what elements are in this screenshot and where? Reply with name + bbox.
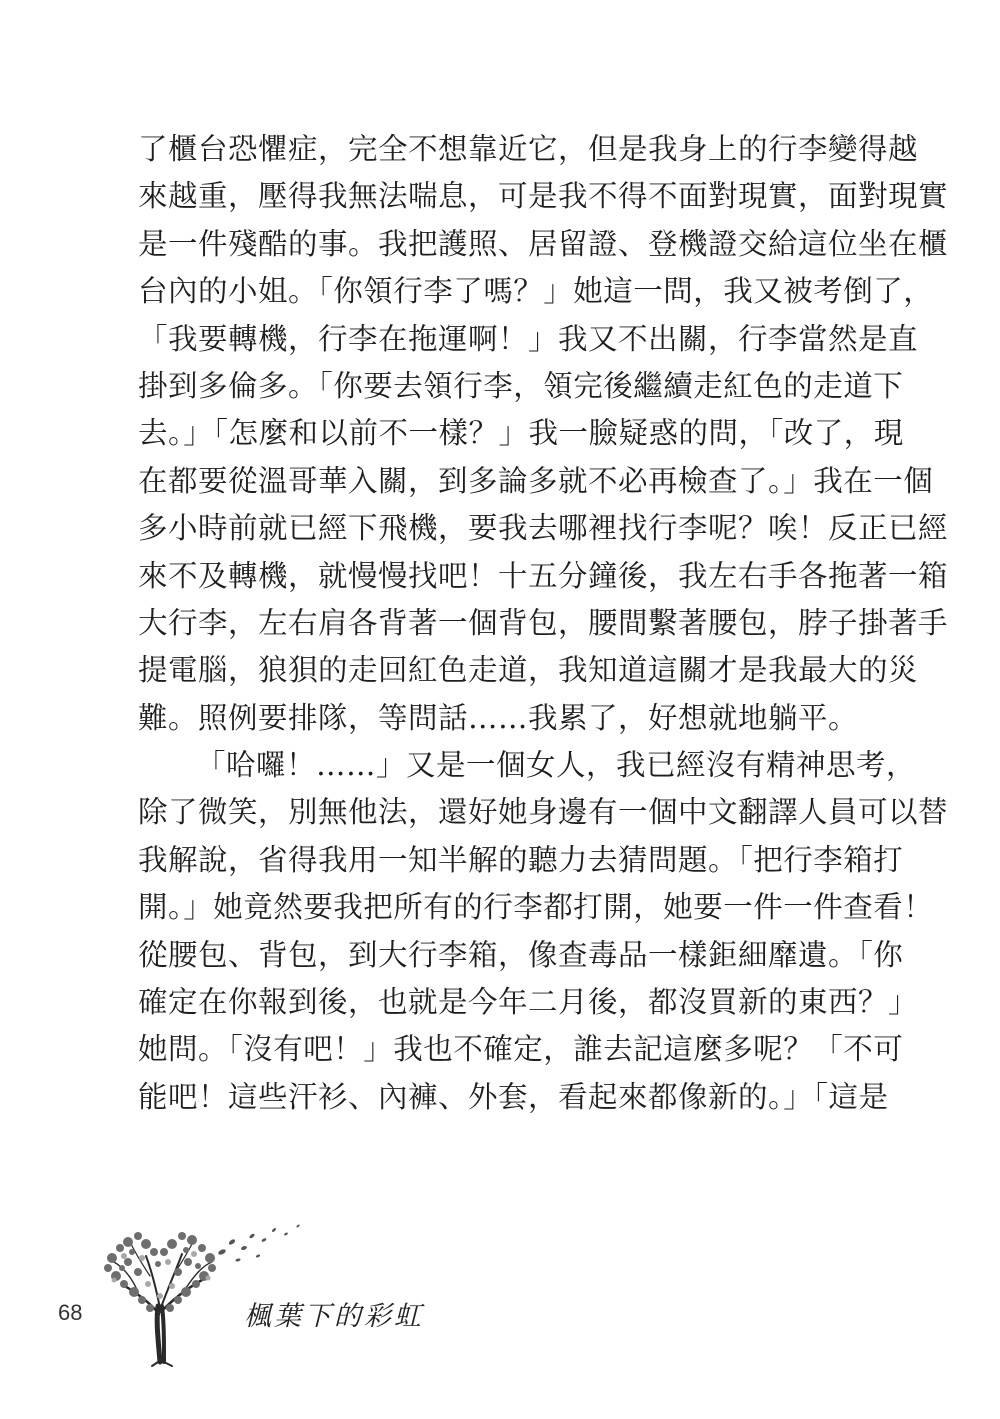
text-line: 除了微笑，別無他法，還好她身邊有一個中文翻譯人員可以替: [138, 795, 949, 830]
text-line: 我解說，省得我用一知半解的聽力去猜問題。「把行李箱打: [138, 842, 904, 877]
text-line: 難。照例要排隊，等問話……我累了，好想就地躺平。: [138, 700, 859, 735]
text-line: 了櫃台恐懼症，完全不想靠近它，但是我身上的行李變得越: [138, 132, 919, 166]
text-line: 確定在你報到後，也就是今年二月後，都沒買新的東西？」: [138, 985, 919, 1020]
text-line: 是一件殘酷的事。我把護照、居留證、登機證交給這位坐在櫃: [138, 226, 949, 261]
text-line: 「我要轉機，行李在拖運啊！」我又不出關，行李當然是直: [138, 321, 919, 356]
text-line: 開。」她竟然要我把所有的行李都打開，她要一件一件查看！: [138, 890, 934, 925]
text-line: 她問。「沒有吧！」我也不確定，誰去記這麼多呢？「不可: [138, 1032, 904, 1067]
book-title: 楓葉下的彩虹: [244, 1301, 424, 1332]
page-number: 68: [58, 1300, 83, 1325]
text-line: 多小時前就已經下飛機，要我去哪裡找行李呢？唉！反正已經: [138, 511, 949, 546]
text-line: 在都要從溫哥華入關，到多論多就不必再檢查了。」我在一個: [138, 463, 934, 498]
text-line: 去。」「怎麼和以前不一樣？」我一臉疑惑的問，「改了，現: [138, 416, 904, 451]
text-line: 掛到多倫多。「你要去領行李，領完後繼續走紅色的走道下: [138, 368, 904, 403]
body-text: [138, 126, 949, 1121]
text-line: 大行李，左右肩各背著一個背包，腰間繫著腰包，脖子掛著手: [138, 605, 949, 640]
text-line: 提電腦，狼狽的走回紅色走道，我知道這關才是我最大的災: [138, 653, 919, 688]
text-line: 來不及轉機，就慢慢找吧！十五分鐘後，我左右手各拖著一箱: [138, 558, 949, 593]
text-line: 從腰包、背包，到大行李箱，像查毒品一樣鉅細靡遺。「你: [138, 937, 904, 972]
text-line: 「哈囉！……」又是一個女人，我已經沒有精神思考，: [196, 748, 917, 783]
text-line: 能吧！這些汗衫、內褲、外套，看起來都像新的。」「這是: [138, 1079, 889, 1114]
heart-tree-icon: [98, 1218, 318, 1368]
text-line: 來越重，壓得我無法喘息，可是我不得不面對現實，面對現實: [138, 179, 949, 214]
text-line: 台內的小姐。「你領行李了嗎？」她這一問，我又被考倒了，: [138, 274, 934, 309]
